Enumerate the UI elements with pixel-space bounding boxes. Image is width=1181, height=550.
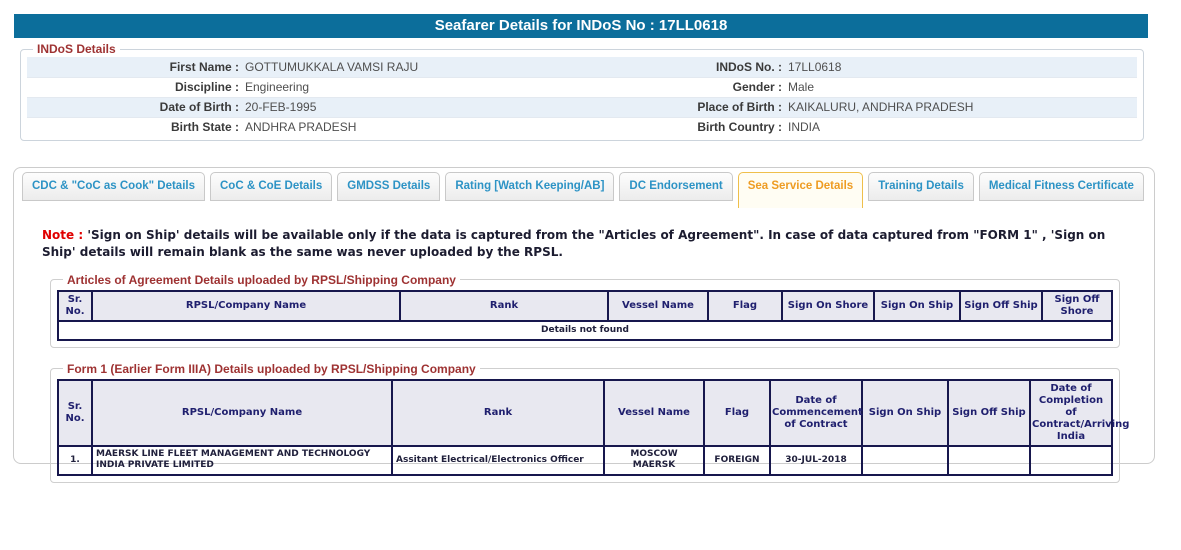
indos-details-fieldset: [20, 42, 1144, 141]
discipline-label: Discipline :: [174, 80, 239, 94]
birth-state-label: Birth State :: [170, 120, 239, 135]
column-header-sr-no: Sr. No.: [58, 291, 92, 321]
place-of-birth-value: KAIKALURU, ANDHRA PRADESH: [788, 100, 974, 114]
indos-row-1: [27, 57, 1137, 77]
completion-date-cell: [1030, 446, 1112, 475]
tab-strip: [14, 168, 1154, 202]
tab-medical-fitness[interactable]: Medical Fitness Certificate: [979, 172, 1144, 201]
column-header-flag: Flag: [704, 380, 770, 446]
column-header-sign-off-ship: Sign Off Ship: [960, 291, 1042, 321]
articles-table: [57, 290, 1113, 341]
column-header-company: RPSL/Company Name: [92, 291, 400, 321]
tab-cdc-coc-as-cook[interactable]: CDC & "CoC as Cook" Details: [22, 172, 205, 201]
column-header-sign-on-shore: Sign On Shore: [782, 291, 874, 321]
tab-gmdss[interactable]: GMDSS Details: [337, 172, 440, 201]
tab-training-details[interactable]: Training Details: [868, 172, 974, 201]
indos-row-3: [27, 97, 1137, 117]
column-header-sign-off-ship: Sign Off Ship: [948, 380, 1030, 446]
column-header-flag: Flag: [708, 291, 782, 321]
birth-state-value: ANDHRA PRADESH: [245, 120, 357, 135]
place-of-birth-label: Place of Birth :: [697, 100, 782, 114]
company-name-cell: MAERSK LINE FLEET MANAGEMENT AND TECHNOLOGY INDIA PRIVATE LIMITED: [92, 446, 392, 475]
page-title: Seafarer Details for INDoS No : 17LL0618: [14, 14, 1148, 38]
note-prefix: Note :: [42, 228, 84, 242]
tab-content-panel: [13, 167, 1155, 471]
articles-legend: Articles of Agreement Details uploaded by RPSL/Shipping Company: [67, 272, 456, 287]
sign-on-ship-cell: [862, 446, 948, 475]
discipline-value: Engineering: [245, 80, 310, 94]
column-header-sign-on-ship: Sign On Ship: [862, 380, 948, 446]
column-header-completion-date: Date of Completion of Contract/Arriving India: [1030, 380, 1112, 446]
form1-table: [57, 379, 1130, 476]
note-body: 'Sign on Ship' details will be available only if the data is captured from the "Articles of Agreement". In case of data captured from "FORM 1" , 'Sign on Ship' details will remain blank as the same was never uploaded by the RPSL.: [42, 228, 1106, 260]
articles-empty-row: [58, 321, 1112, 340]
indos-details-legend: INDoS Details: [37, 42, 116, 56]
birth-country-label: Birth Country :: [697, 120, 782, 135]
indos-row-2: [27, 77, 1137, 97]
birth-country-value: INDIA: [788, 120, 821, 135]
date-of-birth-label: Date of Birth :: [159, 100, 239, 114]
gender-label: Gender :: [732, 80, 782, 94]
form1-header-row: [58, 380, 1112, 446]
rank-cell: Assitant Electrical/Electronics Officer: [392, 446, 604, 475]
tab-sea-service-details[interactable]: Sea Service Details: [738, 172, 864, 208]
indos-row-4: [27, 117, 1137, 137]
date-of-birth-value: 20-FEB-1995: [245, 100, 317, 114]
indos-details-table: [27, 57, 1137, 137]
tab-dc-endorsement[interactable]: DC Endorsement: [619, 172, 732, 201]
column-header-vessel: Vessel Name: [608, 291, 708, 321]
articles-of-agreement-fieldset: [50, 273, 1120, 348]
column-header-commencement-date: Date of Commencement of Contract: [770, 380, 862, 446]
column-header-vessel: Vessel Name: [604, 380, 704, 446]
first-name-label: First Name :: [169, 59, 239, 74]
column-header-sign-on-ship: Sign On Ship: [874, 291, 960, 321]
gender-value: Male: [788, 80, 815, 94]
note-text: [42, 227, 1109, 262]
form1-fieldset: [50, 361, 1130, 483]
column-header-rank: Rank: [392, 380, 604, 446]
articles-header-row: [58, 291, 1112, 321]
form1-legend: Form 1 (Earlier Form IIIA) Details uploaded by RPSL/Shipping Company: [67, 361, 476, 376]
commencement-date-cell: 30-JUL-2018: [770, 446, 862, 475]
tab-coc-coe[interactable]: CoC & CoE Details: [210, 172, 332, 201]
column-header-sr-no: Sr. No.: [58, 380, 92, 446]
column-header-sign-off-shore: Sign Off Shore: [1042, 291, 1112, 321]
column-header-rank: Rank: [400, 291, 608, 321]
sign-off-ship-cell: [948, 446, 1030, 475]
column-header-company: RPSL/Company Name: [92, 380, 392, 446]
vessel-name-cell: MOSCOW MAERSK: [604, 446, 704, 475]
indos-no-value: 17LL0618: [788, 59, 842, 74]
tab-rating-watch-keeping[interactable]: Rating [Watch Keeping/AB]: [445, 172, 614, 201]
details-not-found-message: Details not found: [58, 321, 1112, 340]
indos-no-label: INDoS No. :: [716, 59, 782, 74]
form1-data-row: [58, 446, 1112, 475]
sr-no-cell: 1.: [58, 446, 92, 475]
first-name-value: GOTTUMUKKALA VAMSI RAJU: [245, 59, 419, 74]
flag-cell: FOREIGN: [704, 446, 770, 475]
